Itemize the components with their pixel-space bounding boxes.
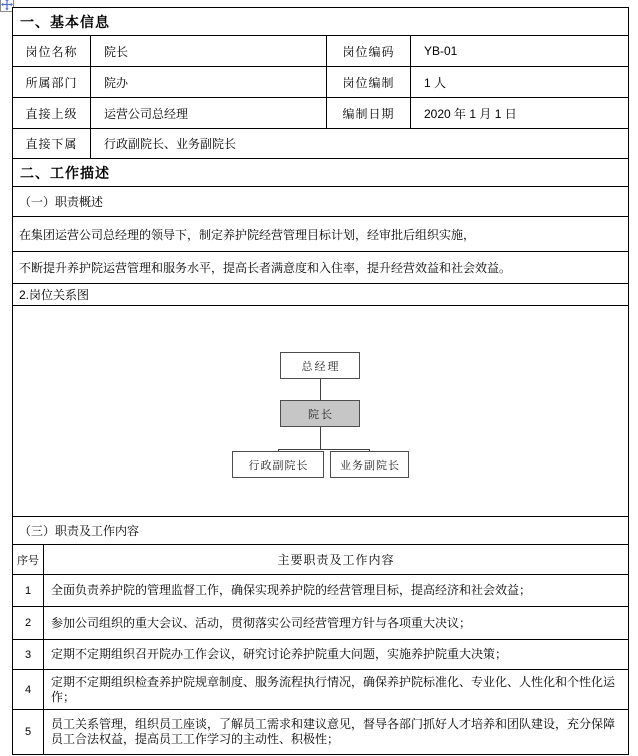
org-connector-horizontal [278, 449, 370, 450]
field-value-position-name: 院长 [91, 36, 327, 66]
duty-text: 参加公司组织的重大会议、活动，贯彻落实公司经营管理方针与各项重大决议； [51, 615, 472, 630]
duties-col-no-header: 序号 [13, 545, 44, 574]
duty-row-5 [13, 710, 628, 754]
section3-title: （三）职责及工作内容 [19, 524, 140, 538]
basic-info-row-2 [13, 67, 628, 98]
section1-header-row [13, 8, 628, 36]
duty-no: 4 [13, 670, 44, 709]
field-label-direct-subordinates: 直接下属 [13, 129, 91, 158]
overview-line2-row [13, 252, 628, 284]
basic-info-row-4 [13, 129, 628, 159]
duty-row-2 [13, 607, 628, 640]
overview-title-row [13, 187, 628, 217]
overview-line1-row [13, 217, 628, 252]
duty-no: 2 [13, 607, 44, 639]
field-label-compile-date: 编制日期 [327, 98, 411, 128]
relation-chart-title: 2.岗位关系图 [19, 288, 90, 302]
org-connector-middle [320, 427, 321, 449]
duty-text: 全面负责养护院的管理监督工作，确保实现养护院的经营管理目标，提高经济和社会效益； [51, 583, 532, 597]
overview-title: （一）职责概述 [19, 195, 104, 209]
duty-row-3 [13, 640, 628, 670]
duty-row-4 [13, 670, 628, 710]
field-label-position-name: 岗位名称 [13, 36, 91, 66]
field-value-compile-date: 2020 年 1 月 1 日 [424, 106, 517, 121]
org-connector-top [320, 379, 321, 400]
field-value-direct-superior: 运营公司总经理 [91, 98, 327, 128]
duty-no: 1 [13, 575, 44, 606]
field-label-position-code: 岗位编码 [327, 36, 411, 66]
field-value-headcount: 1 人 [424, 75, 447, 90]
duty-text: 定期不定期组织检查养护院规章制度、服务流程执行情况，确保养护院标准化、专业化、人性化和个性化运作； [51, 674, 616, 704]
section2-header-row [13, 159, 628, 187]
section1-title: 一、基本信息 [20, 13, 110, 30]
field-value-position-code: YB-01 [424, 44, 458, 58]
duty-no: 5 [13, 710, 44, 754]
basic-info-row-1 [13, 36, 628, 67]
org-node-general-manager: 总经理 [280, 352, 360, 379]
org-node-director: 院长 [280, 400, 360, 427]
relation-title-row [13, 284, 628, 306]
org-node-business-deputy: 业务副院长 [330, 451, 409, 478]
field-label-department: 所属部门 [13, 67, 91, 97]
field-value-direct-subordinates: 行政副院长、业务副院长 [104, 137, 237, 151]
field-label-direct-superior: 直接上级 [13, 98, 91, 128]
overview-line2: 不断提升养护院运营管理和服务水平，提高长者满意度和入住率，提升经营效益和社会效益。 [19, 261, 512, 275]
section2-title: 二、工作描述 [20, 164, 110, 181]
duties-header-row [13, 545, 628, 575]
section3-title-row [13, 517, 628, 545]
duty-text: 员工关系管理，组织员工座谈，了解员工需求和建议意见，督导各部门抓好人才培养和团队建设，充分保障员工合法权益，提高员工工作学习的主动性、积极性； [51, 717, 616, 746]
overview-line1: 在集团运营公司总经理的领导下，制定养护院经营管理目标计划，经审批后组织实施， [19, 227, 476, 242]
duties-col-content-header: 主要职责及工作内容 [277, 553, 395, 567]
field-label-headcount: 岗位编制 [327, 67, 411, 97]
org-chart-cell [13, 306, 628, 517]
duty-row-1 [13, 575, 628, 607]
duty-text: 定期不定期组织召开院办工作会议，研究讨论养护院重大问题，实施养护院重大决策； [51, 647, 508, 661]
basic-info-row-3 [13, 98, 628, 129]
duty-no: 3 [13, 640, 44, 669]
org-node-admin-deputy: 行政副院长 [232, 451, 324, 478]
job-description-table [12, 7, 629, 755]
field-value-department: 院办 [91, 67, 327, 97]
